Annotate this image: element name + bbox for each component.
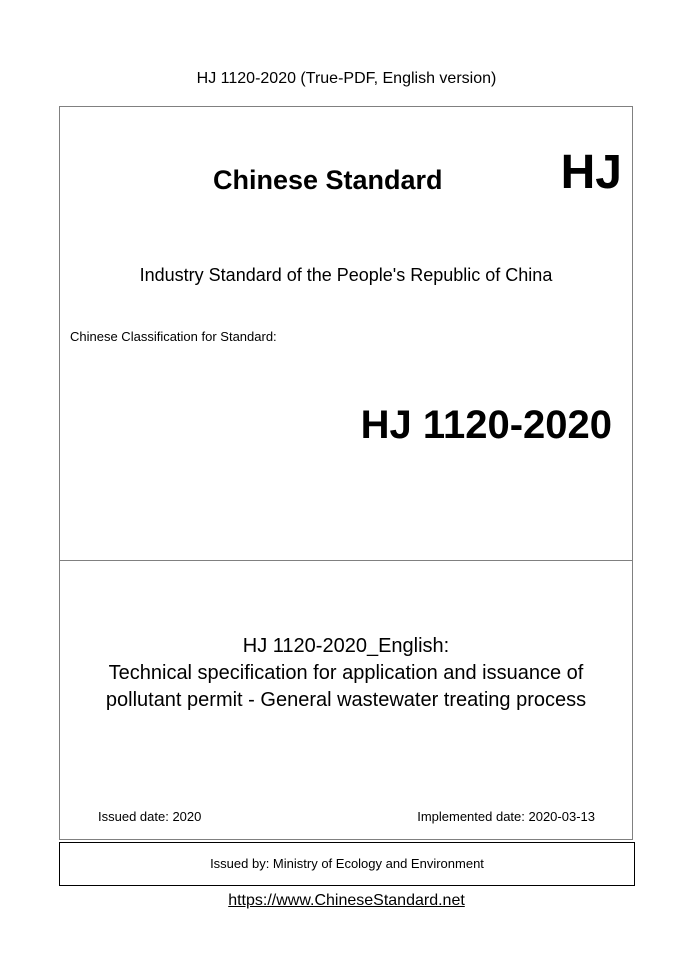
issuer-box: Issued by: Ministry of Ecology and Environment: [59, 842, 635, 886]
classification-label: Chinese Classification for Standard:: [70, 329, 277, 344]
standard-number: HJ 1120-2020: [360, 403, 612, 447]
standard-code-prefix: HJ: [560, 146, 622, 199]
implemented-date: Implemented date: 2020-03-13: [417, 809, 595, 824]
cover-top-section: [60, 107, 632, 561]
cover-frame: [59, 106, 633, 840]
website-link[interactable]: https://www.ChineseStandard.net: [228, 892, 465, 909]
industry-standard-line: Industry Standard of the People's Republic of China: [139, 265, 553, 285]
document-header: HJ 1120-2020 (True-PDF, English version): [196, 70, 497, 87]
issued-date: Issued date: 2020: [98, 809, 202, 824]
description-line-1: HJ 1120-2020_English:: [242, 635, 450, 657]
standard-label: Chinese Standard: [213, 165, 443, 195]
description-line-2: Technical specification for application and issuance of: [108, 662, 584, 684]
footer: [0, 892, 693, 910]
description-line-3: pollutant permit - General wastewater treating process: [105, 689, 587, 711]
standard-description: [60, 633, 632, 714]
